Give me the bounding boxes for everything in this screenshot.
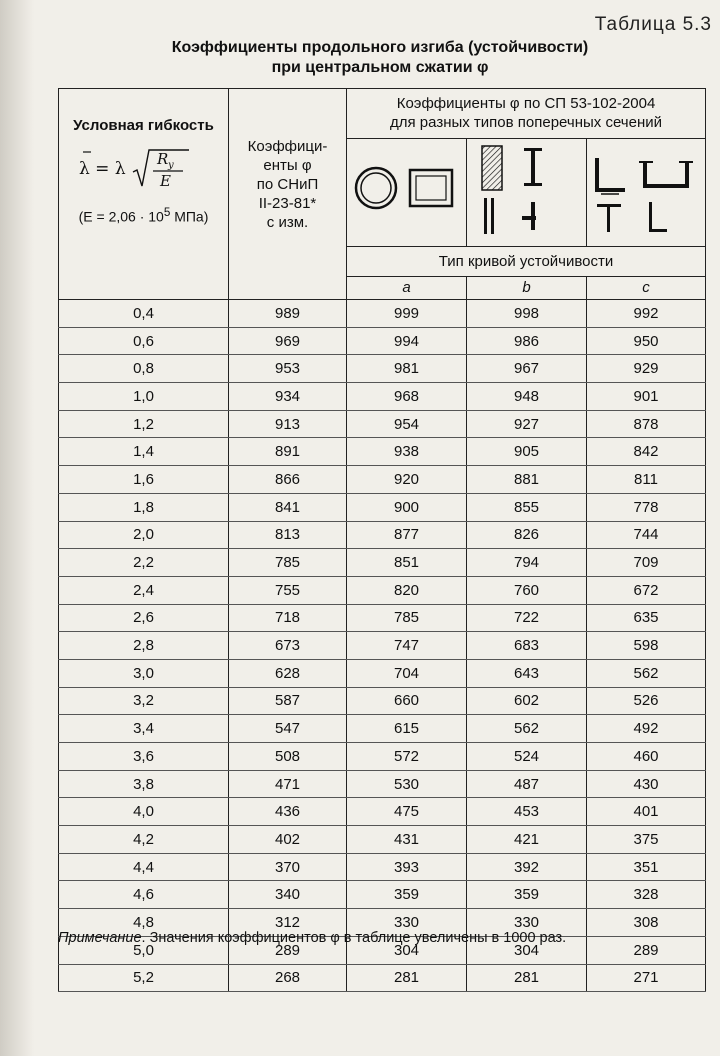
header-col-c: c [587,276,706,299]
cell-a: 304 [347,936,467,964]
cell-snip: 785 [229,549,347,577]
table-row [59,853,706,881]
solid-section-icon [482,146,502,190]
table-row [59,798,706,826]
cell-snip: 508 [229,743,347,771]
cell-b: 998 [467,300,587,328]
cell-b: 643 [467,659,587,687]
page-binding-shadow [0,0,34,1056]
cell-b: 881 [467,466,587,494]
cell-c: 308 [587,909,706,937]
cell-c: 878 [587,410,706,438]
cell-snip: 471 [229,770,347,798]
cell-lam: 1,8 [59,493,229,521]
cell-a: 281 [347,964,467,992]
header-snip-line5: с изм. [266,214,309,231]
cell-lam: 5,0 [59,936,229,964]
table-row [59,410,706,438]
table-title-line1: Коэффициенты продольного изгиба (устойчивости) [171,39,589,56]
cell-lam: 2,4 [59,576,229,604]
sections-type-c [587,138,706,246]
tee-section-icon [607,204,610,232]
cell-snip: 934 [229,383,347,411]
cell-snip: 913 [229,410,347,438]
channel-section-icon [645,162,687,186]
cell-b: 760 [467,576,587,604]
header-snip-line2: енты φ [263,157,312,174]
table-row [59,770,706,798]
table-row [59,743,706,771]
table-row [59,632,706,660]
cell-b: 683 [467,632,587,660]
coefficients-table [58,88,706,992]
header-snip-line1: Коэффици- [247,138,328,155]
cell-a: 920 [347,466,467,494]
header-sp-line1: Коэффициенты φ по СП 53-102-2004 [396,95,656,113]
cell-snip: 547 [229,715,347,743]
table-row [59,881,706,909]
cell-c: 460 [587,743,706,771]
formula-denominator: E [159,172,171,190]
cell-lam: 3,0 [59,659,229,687]
cell-snip: 891 [229,438,347,466]
cell-snip: 436 [229,798,347,826]
cell-b: 794 [467,549,587,577]
table-row [59,964,706,992]
cell-lam: 3,2 [59,687,229,715]
cell-snip: 866 [229,466,347,494]
header-snip-line3: по СНиП [256,176,319,193]
table-row [59,576,706,604]
cell-snip: 969 [229,327,347,355]
formula-numerator-sub: y [167,160,174,171]
cell-b: 359 [467,881,587,909]
cell-snip: 370 [229,853,347,881]
cell-lam: 4,2 [59,826,229,854]
header-slenderness-title: Условная гибкость [73,117,214,134]
cell-a: 530 [347,770,467,798]
table-row [59,383,706,411]
cell-a: 877 [347,521,467,549]
cell-c: 562 [587,659,706,687]
formula-numerator: R [156,150,168,168]
cell-c: 842 [587,438,706,466]
sections-type-b [467,138,587,246]
table-row [59,715,706,743]
cell-a: 785 [347,604,467,632]
cell-a: 820 [347,576,467,604]
table-note [58,930,566,946]
table-row [59,604,706,632]
cell-snip: 953 [229,355,347,383]
header-sp-line2: для разных типов поперечных сечений [390,114,662,132]
cell-b: 602 [467,687,587,715]
cell-snip: 673 [229,632,347,660]
header-col-b: b [467,276,587,299]
cell-snip: 402 [229,826,347,854]
cell-snip: 312 [229,909,347,937]
cell-a: 475 [347,798,467,826]
cell-c: 672 [587,576,706,604]
cell-a: 851 [347,549,467,577]
cell-c: 778 [587,493,706,521]
table-row [59,355,706,383]
header-snip-line4: II-23-81* [258,195,317,212]
table-title-line2: при центральном сжатии φ [271,59,489,76]
cell-c: 401 [587,798,706,826]
double-angle-section-icon [649,202,652,232]
section-icons-a [348,140,466,240]
table-row [59,826,706,854]
table-row [59,687,706,715]
cell-a: 704 [347,659,467,687]
cell-lam: 5,2 [59,964,229,992]
cell-c: 492 [587,715,706,743]
cell-snip: 841 [229,493,347,521]
cell-lam: 2,2 [59,549,229,577]
note-label: Примечание [58,930,142,946]
cell-a: 393 [347,853,467,881]
cell-a: 900 [347,493,467,521]
table-row [59,327,706,355]
cell-a: 431 [347,826,467,854]
cell-c: 709 [587,549,706,577]
elastic-modulus-prefix: (E = 2,06 · 10 [78,208,164,225]
cell-a: 954 [347,410,467,438]
cell-snip: 268 [229,964,347,992]
cell-b: 905 [467,438,587,466]
cell-lam: 2,8 [59,632,229,660]
cell-snip: 755 [229,576,347,604]
cell-b: 967 [467,355,587,383]
cell-b: 392 [467,853,587,881]
cell-a: 747 [347,632,467,660]
header-sp [347,89,706,139]
cell-lam: 0,4 [59,300,229,328]
slenderness-formula [59,146,228,198]
cell-c: 271 [587,964,706,992]
elastic-modulus [59,206,228,225]
cell-snip: 989 [229,300,347,328]
cell-lam: 2,6 [59,604,229,632]
cell-b: 281 [467,964,587,992]
pipe-section-icon [356,168,396,208]
cell-b: 986 [467,327,587,355]
cell-snip: 628 [229,659,347,687]
cell-b: 421 [467,826,587,854]
cell-snip: 813 [229,521,347,549]
cell-a: 981 [347,355,467,383]
cell-lam: 1,0 [59,383,229,411]
cell-c: 375 [587,826,706,854]
sections-type-a [347,138,467,246]
table-row [59,493,706,521]
cell-snip: 718 [229,604,347,632]
header-curve-type: Тип кривой устойчивости [347,246,706,276]
cell-lam: 0,6 [59,327,229,355]
table-row [59,438,706,466]
cell-b: 826 [467,521,587,549]
cell-snip: 289 [229,936,347,964]
cell-a: 994 [347,327,467,355]
cell-b: 330 [467,909,587,937]
header-slenderness [59,89,229,300]
elastic-modulus-suffix: МПа) [170,208,209,225]
cell-a: 359 [347,881,467,909]
cell-c: 635 [587,604,706,632]
cell-lam: 0,8 [59,355,229,383]
cell-c: 811 [587,466,706,494]
cell-b: 453 [467,798,587,826]
cell-c: 598 [587,632,706,660]
cell-b: 948 [467,383,587,411]
cell-c: 430 [587,770,706,798]
cell-lam: 4,4 [59,853,229,881]
table-title [60,38,700,78]
cell-lam: 4,8 [59,909,229,937]
cell-c: 744 [587,521,706,549]
table-row [59,300,706,328]
cell-b: 304 [467,936,587,964]
cell-c: 950 [587,327,706,355]
table-number: Таблица 5.3 [594,14,712,35]
cell-b: 855 [467,493,587,521]
cell-lam: 2,0 [59,521,229,549]
cell-snip: 587 [229,687,347,715]
section-icons-b [468,140,586,240]
cell-b: 524 [467,743,587,771]
angle-section-icon [597,158,625,190]
cell-a: 660 [347,687,467,715]
double-plate-section-icon [484,198,487,234]
cell-lam: 3,8 [59,770,229,798]
cell-a: 572 [347,743,467,771]
cell-a: 999 [347,300,467,328]
header-col-a: a [347,276,467,299]
cell-lam: 4,6 [59,881,229,909]
cell-b: 722 [467,604,587,632]
table-body [59,300,706,992]
table-row [59,466,706,494]
cell-lam: 4,0 [59,798,229,826]
cell-c: 929 [587,355,706,383]
table-row [59,521,706,549]
table-row [59,659,706,687]
cell-b: 562 [467,715,587,743]
table-row [59,549,706,577]
cell-lam: 3,4 [59,715,229,743]
formula-lhs: λ = λ [78,159,126,179]
cell-b: 927 [467,410,587,438]
cell-snip: 340 [229,881,347,909]
cell-a: 968 [347,383,467,411]
cell-a: 330 [347,909,467,937]
cell-c: 328 [587,881,706,909]
ibeam-section-icon [524,148,542,151]
cell-lam: 3,6 [59,743,229,771]
cell-c: 351 [587,853,706,881]
cell-lam: 1,2 [59,410,229,438]
cell-c: 901 [587,383,706,411]
elastic-modulus-exp: 5 [163,206,171,219]
cell-c: 992 [587,300,706,328]
formula-graphic [69,146,219,194]
cell-c: 289 [587,936,706,964]
note-text: . Значения коэффициентов φ в таблице увеличены в 1000 раз. [141,930,567,946]
cell-a: 615 [347,715,467,743]
cell-b: 487 [467,770,587,798]
cell-a: 938 [347,438,467,466]
cell-lam: 1,6 [59,466,229,494]
header-snip [229,89,347,300]
section-icons-c [587,140,705,240]
cell-lam: 1,4 [59,438,229,466]
cell-c: 526 [587,687,706,715]
